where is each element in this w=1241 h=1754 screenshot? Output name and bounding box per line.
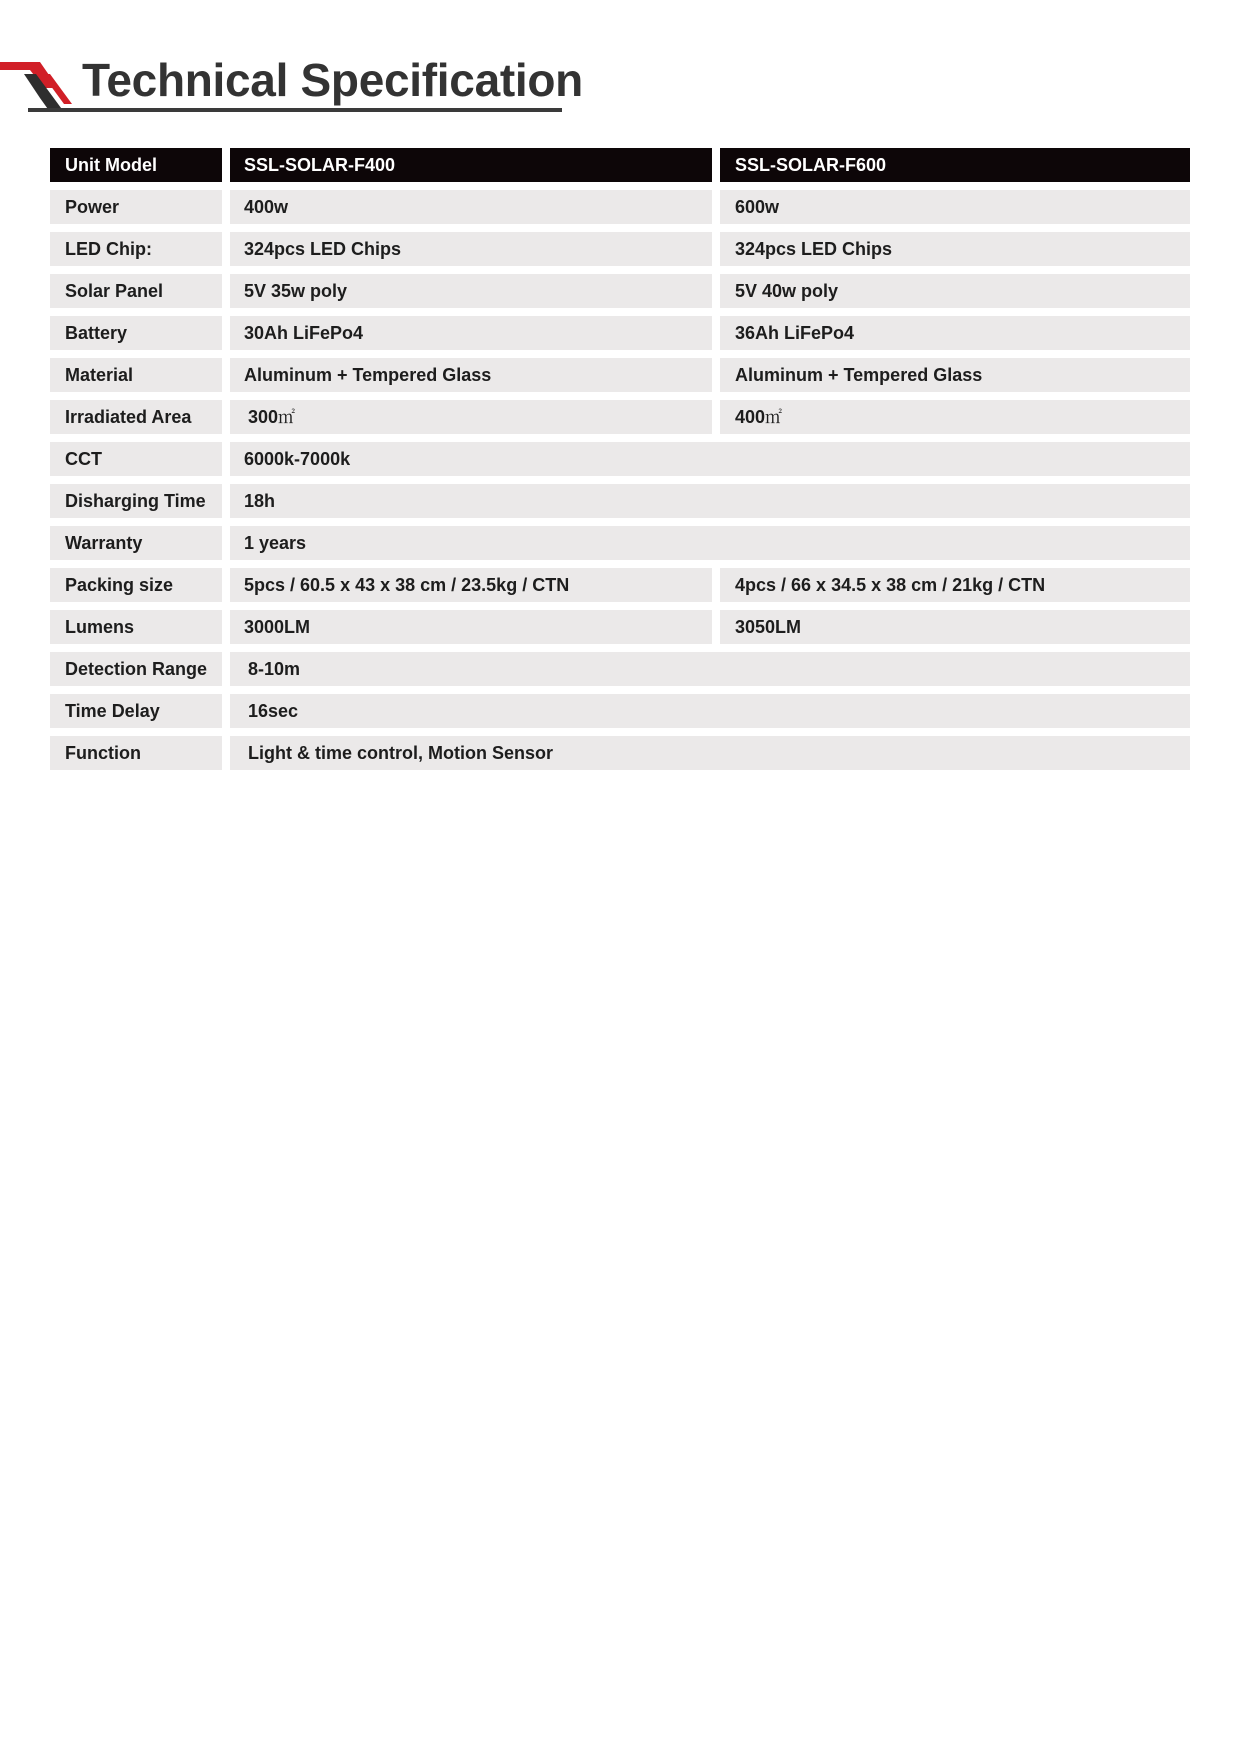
- row-value-shared: Light & time control, Motion Sensor: [230, 736, 1190, 770]
- row-value-f400: 400w: [230, 190, 712, 224]
- row-value-shared: 6000k-7000k: [230, 442, 1190, 476]
- spec-table: [50, 148, 1190, 778]
- row-label: Detection Range: [50, 652, 222, 686]
- row-label: Battery: [50, 316, 222, 350]
- row-value-shared: 16sec: [230, 694, 1190, 728]
- row-value-f600: 36Ah LiFePo4: [720, 316, 1190, 350]
- row-value-f400: Aluminum + Tempered Glass: [230, 358, 712, 392]
- row-value-f600: 600w: [720, 190, 1190, 224]
- table-header-row: [50, 148, 1190, 182]
- row-value-f600: Aluminum + Tempered Glass: [720, 358, 1190, 392]
- header-label-cell: Unit Model: [50, 148, 222, 182]
- row-value-f400: 5V 35w poly: [230, 274, 712, 308]
- row-label: Function: [50, 736, 222, 770]
- row-label: Time Delay: [50, 694, 222, 728]
- row-label: Power: [50, 190, 222, 224]
- row-label: Irradiated Area: [50, 400, 222, 434]
- row-label: Solar Panel: [50, 274, 222, 308]
- row-value-f600: [720, 400, 1190, 434]
- table-row-time-delay: [50, 694, 1190, 728]
- row-value-f400: 3000LM: [230, 610, 712, 644]
- row-label: Packing size: [50, 568, 222, 602]
- table-row-detection-range: [50, 652, 1190, 686]
- row-label: Disharging Time: [50, 484, 222, 518]
- square-meter-unit: ㎡: [765, 408, 783, 428]
- table-row-led-chip: [50, 232, 1190, 266]
- row-label: Material: [50, 358, 222, 392]
- row-label: Lumens: [50, 610, 222, 644]
- table-row-battery: [50, 316, 1190, 350]
- row-value-f600: 324pcs LED Chips: [720, 232, 1190, 266]
- red-black-chevron-stripes-icon: [0, 56, 80, 116]
- row-label: LED Chip:: [50, 232, 222, 266]
- row-value-f400: 30Ah LiFePo4: [230, 316, 712, 350]
- row-value-f600: 5V 40w poly: [720, 274, 1190, 308]
- row-value-f600: 4pcs / 66 x 34.5 x 38 cm / 21kg / CTN: [720, 568, 1190, 602]
- table-row-cct: [50, 442, 1190, 476]
- header-model-1-cell: SSL-SOLAR-F400: [230, 148, 712, 182]
- title-underline: [28, 108, 562, 112]
- table-row-packing-size: [50, 568, 1190, 602]
- row-value-shared: 1 years: [230, 526, 1190, 560]
- row-value-f400: [230, 400, 712, 434]
- header-model-2-cell: SSL-SOLAR-F600: [720, 148, 1190, 182]
- row-label: CCT: [50, 442, 222, 476]
- row-value-f400: 324pcs LED Chips: [230, 232, 712, 266]
- table-row-lumens: [50, 610, 1190, 644]
- table-row-warranty: [50, 526, 1190, 560]
- table-row-discharging-time: [50, 484, 1190, 518]
- row-value-f600: 3050LM: [720, 610, 1190, 644]
- row-value-shared: 18h: [230, 484, 1190, 518]
- table-row-irradiated-area: [50, 400, 1190, 434]
- page-header: [0, 50, 583, 120]
- page-title: Technical Specification: [82, 54, 583, 106]
- row-value-shared: 8-10m: [230, 652, 1190, 686]
- area-value: 400: [735, 407, 766, 427]
- area-value: 300: [248, 407, 279, 427]
- table-row-function: [50, 736, 1190, 770]
- row-label: Warranty: [50, 526, 222, 560]
- table-row-power: [50, 190, 1190, 224]
- table-row-material: [50, 358, 1190, 392]
- table-row-solar-panel: [50, 274, 1190, 308]
- row-value-f400: 5pcs / 60.5 x 43 x 38 cm / 23.5kg / CTN: [230, 568, 712, 602]
- square-meter-unit: ㎡: [278, 408, 296, 428]
